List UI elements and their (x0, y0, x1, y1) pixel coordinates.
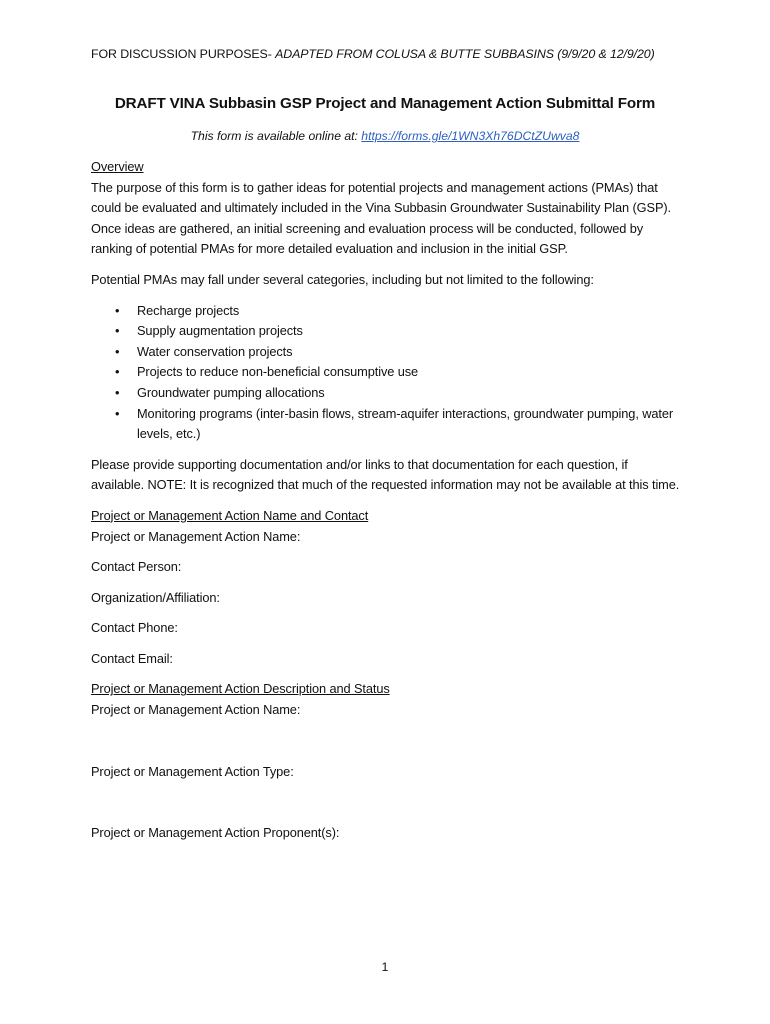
contact-email-field-label: Contact Email: (91, 650, 173, 666)
description-section-heading: Project or Management Action Description and Status (91, 681, 390, 697)
list-item-text: Projects to reduce non-beneficial consumptive use (137, 364, 419, 380)
header-italic-note: ADAPTED FROM COLUSA & BUTTE SUBBASINS (9/9/20 & 12/9/20) (275, 47, 655, 61)
pma-name-field-label: Project or Management Action Name: (91, 528, 301, 544)
list-item (115, 362, 681, 383)
overview-heading: Overview (91, 159, 144, 174)
form-title: DRAFT VINA Subbasin GSP Project and Management Action Submittal Form (114, 95, 656, 112)
list-item-text: Recharge projects (137, 302, 240, 318)
header-prefix: FOR DISCUSSION PURPOSES- (91, 47, 276, 61)
contact-person-field-label: Contact Person: (91, 559, 182, 575)
page-number: 1 (381, 960, 389, 974)
bullet-icon: • (115, 384, 120, 400)
online-availability-note (0, 129, 770, 143)
bullet-icon: • (115, 364, 120, 380)
list-item-text: Water conservation projects (137, 343, 293, 359)
list-item-text: Groundwater pumping allocations (137, 384, 325, 400)
overview-body: The purpose of this form is to gather ideas for potential projects and management actions (PMAs) that could be evaluated and ultimately included in the Vina Subbasin Groundwater Sustainability Plan (GSP). Once ideas are gathered, an initial screening and evaluation process will be conducted, followed by ranking of potential PMAs for more detailed evaluation and inclusion in the initial GSP. (91, 179, 672, 257)
pma-proponents-field-label: Project or Management Action Proponent(s): (91, 825, 340, 841)
organization-field-label: Organization/Affiliation: (91, 589, 220, 605)
list-item (115, 321, 681, 342)
pma-description-name-field-label: Project or Management Action Name: (91, 702, 301, 718)
list-item (115, 404, 681, 445)
online-prefix: This form is available online at: (190, 129, 362, 143)
contact-phone-field-label: Contact Phone: (91, 620, 178, 636)
pma-category-list (91, 301, 681, 445)
list-item (115, 301, 681, 322)
categories-intro: Potential PMAs may fall under several categories, including but not limited to the following: (91, 271, 594, 287)
form-content (91, 157, 681, 844)
bullet-icon: • (115, 323, 120, 339)
pma-type-field-label: Project or Management Action Type: (91, 763, 294, 779)
page-header (91, 47, 655, 61)
bullet-icon: • (115, 405, 120, 421)
documentation-note: Please provide supporting documentation and/or links to that documentation for each question, if available. NOTE: It is recognized that much of the requested information may not be available at this time. (91, 456, 680, 493)
contact-section-heading: Project or Management Action Name and Contact (91, 507, 369, 523)
list-item-text: Supply augmentation projects (137, 323, 303, 339)
form-link[interactable]: https://forms.gle/1WN3Xh76DCtZUwva8 (361, 129, 580, 143)
bullet-icon: • (115, 302, 120, 318)
list-item (115, 342, 681, 363)
list-item (115, 383, 681, 404)
bullet-icon: • (115, 343, 120, 359)
list-item-text: Monitoring programs (inter-basin flows, stream-aquifer interactions, groundwater pumping, water levels, etc.) (137, 405, 674, 442)
